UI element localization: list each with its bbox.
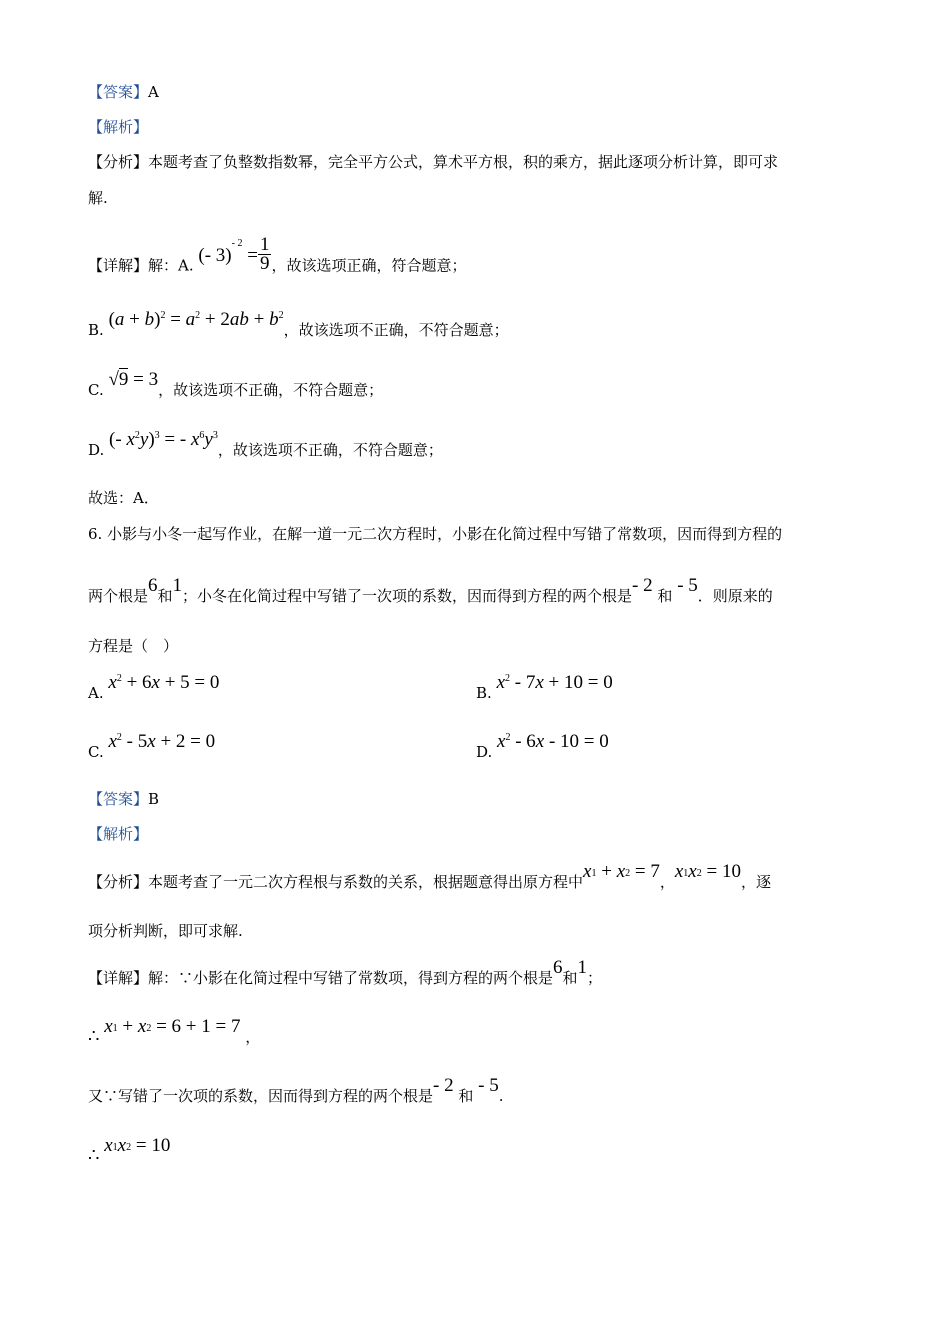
- q6-detail-you: 又∵写错了一次项的系数，因而得到方程的两个根是- 2 和 - 5.: [88, 1075, 504, 1105]
- q5-detail-d: D. (- $x^2y)^3$ = - $x^6y^3$，故该选项不正确，不符合题意；: [88, 429, 443, 459]
- formula-d: (- $x^2y)^3$ = - $x^6y^3$: [109, 429, 218, 450]
- xiangjie-tag: 【详解】: [88, 256, 149, 275]
- answer-value: A: [148, 83, 159, 101]
- fenxi-text: 本题考查了负整数指数幂，完全平方公式，算术平方根，积的乘方，据此逐项分析计算，即可求: [148, 153, 779, 171]
- fraction-one-ninth: $\frac{1}{9}$: [259, 234, 270, 274]
- q5-detail-a: 【详解】解：A. (- 3)$^{- 2}$ = $\frac{1}{9}$ ，故该选项正确，符合题意；: [88, 234, 467, 275]
- q6-answer-line: 【答案】B: [88, 790, 160, 808]
- formula-c: √9 = 3: [108, 369, 159, 390]
- q6-stem-line1: 6. 小影与小冬一起写作业，在解一道一元二次方程时，小影在化简过程中写错了常数项，因而得到方程的: [88, 525, 783, 543]
- q6-detail-product: ∴ x1x2 = 10: [88, 1135, 171, 1166]
- option-c: C. $x^2 - 5x + 2 = 0$: [88, 731, 216, 761]
- option-b: B. $x^2 - 7x + 10 = 0$: [476, 672, 613, 702]
- formula-b: $(a + b)^2 = a^2 + 2ab + b^2$: [108, 309, 284, 330]
- formula-a: (- 3)$^{- 2}$ =: [198, 238, 258, 266]
- q6-fenxi-line2: 项分析判断，即可求解.: [88, 922, 243, 940]
- jiexi-tag: 【解析】: [88, 118, 149, 136]
- q6-detail-line1: 【详解】解：∵小影在化简过程中写错了常数项，得到方程的两个根是6和1；: [88, 957, 603, 987]
- q5-detail-c: C. √9 = 3，故该选项不正确，不符合题意；: [88, 369, 384, 399]
- q6-options-row1: [88, 672, 220, 703]
- q5-detail-b: B. $(a + b)^2 = a^2 + 2ab + b^2$，故该选项不正确，不符合题意；: [88, 309, 509, 339]
- q6-stem-line3: 方程是（ ）: [88, 637, 179, 655]
- q6-stem-line2: 两个根是6和1；小冬在化简过程中写错了一次项的系数，因而得到方程的两个根是- 2 和 - 5．则原来的: [88, 575, 773, 605]
- q5-answer-line: [88, 82, 159, 102]
- q6-detail-sum: ∴ x1 + x2 = 6 + 1 = 7 ，: [88, 1016, 261, 1047]
- q5-fenxi-line2: 解.: [88, 189, 108, 207]
- fenxi-tag: 【分析】: [88, 153, 149, 171]
- answer-tag: 【答案】: [88, 83, 149, 101]
- q6-jiexi-tag: 【解析】: [88, 825, 149, 843]
- option-a: A. $x^2 + 6x + 5 = 0$: [88, 672, 220, 702]
- q5-guxuan: 故选：A．: [88, 489, 159, 507]
- option-d: D. $x^2 - 6x - 10 = 0$: [476, 731, 609, 761]
- q5-fenxi-line1: [88, 152, 778, 172]
- q6-fenxi-line1: 【分析】本题考查了一元二次方程根与系数的关系，根据题意得出原方程中x1 + x2 = 7，x1x2 = 10，逐: [88, 861, 771, 891]
